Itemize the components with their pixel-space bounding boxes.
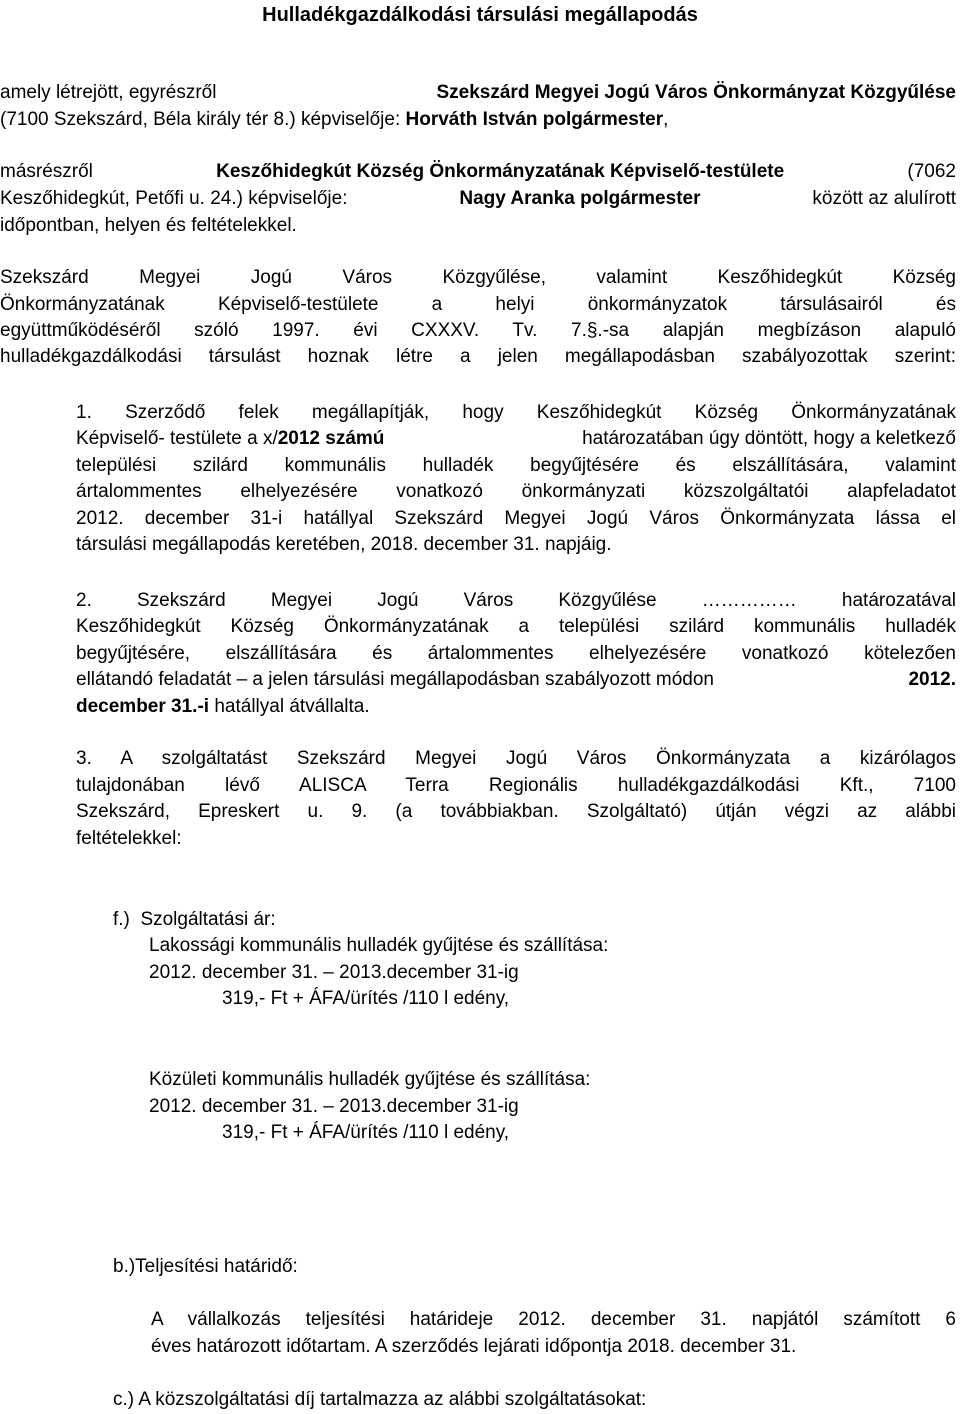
party-2-address: Keszőhidegkút, Petőfi u. 24.) képviselője: [0, 188, 348, 209]
party-1-address: (7100 Szekszárd, Béla király tér 8.) képviselője: [0, 109, 406, 130]
section-1-line: Képviselő- testülete a x/2012 számú határozatában úgy döntött, hogy a keletkező [76, 428, 956, 449]
intro-text: amely létrejött, egyrészről [0, 82, 217, 103]
section-3-line: feltételekkel: [76, 828, 182, 849]
section-2-line: december 31.-i hatállyal átvállalta. [76, 696, 370, 717]
preamble-line: hulladékgazdálkodási társulást hoznak létre a jelen megállapodásban szabályozottak szerint: [0, 346, 956, 367]
preamble-line: Szekszárd Megyei Jogú Város Közgyűlése, valamint Keszőhidegkút Község [0, 267, 956, 288]
public-period: 2012. december 31. – 2013.december 31-ig [149, 1096, 519, 1117]
party-1-representative: Horváth István polgármester [405, 109, 664, 130]
preamble-line: Önkormányzatának Képviselő-testülete a helyi önkormányzatok társulásairól és [0, 294, 956, 315]
section-2-line: 2. Szekszárd Megyei Jogú Város Közgyűlése …………… határozatával [76, 590, 956, 611]
section-3-line: tulajdonában lévő ALISCA Terra Regionális hulladékgazdálkodási Kft., 7100 [76, 775, 956, 796]
section-3-line: 3. A szolgáltatást Szekszárd Megyei Jogú Város Önkormányzata a kizárólagos [76, 748, 956, 769]
party-2-representative: Nagy Aranka polgármester [459, 188, 701, 209]
section-1-line: társulási megállapodás keretében, 2018. december 31. napjáig. [76, 534, 612, 555]
section-b-line: A vállalkozás teljesítési határideje 2012. december 31. napjától számított 6 [151, 1309, 956, 1330]
effective-date: 2012. [908, 669, 956, 690]
section-2-line: Keszőhidegkút Község Önkormányzatának a települési szilárd kommunális hulladék [76, 616, 956, 637]
section-c-heading: c.) A közszolgáltatási díj tartalmazza az alábbi szolgáltatásokat: [113, 1389, 647, 1410]
public-price: 319,- Ft + ÁFA/ürítés /110 l edény, [222, 1122, 510, 1143]
section-1-line: ártalommentes elhelyezésére vonatkozó önkormányzati közszolgáltatói alapfeladatot [76, 481, 956, 502]
party-2-name: Keszőhidegkút Község Önkormányzatának Képviselő-testülete [216, 161, 785, 182]
preamble-line: együttműködéséről szóló 1997. évi CXXXV. Tv. 7.§.-sa alapján megbízáson alapuló [0, 320, 956, 341]
section-2-line: ellátandó feladatát – a jelen társulási megállapodásban szabályozott módon 2012. [76, 667, 956, 693]
section-2-line: begyűjtésére, elszállítására és ártalommentes elhelyezésére vonatkozó kötelezően [76, 643, 956, 664]
public-title: Közületi kommunális hulladék gyűjtése és szállítása: [149, 1069, 591, 1090]
party-1-name: Szekszárd Megyei Jogú Város Önkormányzat Közgyűlése [436, 82, 956, 103]
section-1-line: települési szilárd kommunális hulladék begyűjtésére és elszállítására, valamint [76, 455, 956, 476]
intro-line-4: Keszőhidegkút, Petőfi u. 24.) képviselője: Nagy Aranka polgármester között az alulírott [0, 186, 956, 212]
intro-line-3: másrészről Keszőhidegkút Község Önkormányzatának Képviselő-testülete (7062 [0, 159, 956, 185]
residential-title: Lakossági kommunális hulladék gyűjtése és szállítása: [149, 935, 609, 956]
section-b-heading: b.)Teljesítési határidő: [113, 1256, 298, 1277]
section-1-line: 2012. december 31-i hatállyal Szekszárd Megyei Jogú Város Önkormányzata lássa el [76, 508, 956, 529]
document-title: Hulladékgazdálkodási társulási megállapodás [262, 4, 698, 26]
intro-line-1 [0, 80, 956, 106]
section-f-heading: f.) Szolgáltatási ár: [113, 909, 276, 930]
resolution-number: 2012 számú [277, 428, 385, 449]
section-1-line: 1. Szerződő felek megállapítják, hogy Keszőhidegkút Község Önkormányzatának [76, 402, 956, 423]
residential-period: 2012. december 31. – 2013.december 31-ig [149, 962, 519, 983]
intro-line-2: (7100 Szekszárd, Béla király tér 8.) képviselője: Horváth István polgármester, [0, 109, 669, 130]
residential-price: 319,- Ft + ÁFA/ürítés /110 l edény, [222, 988, 510, 1009]
intro-line-5: időpontban, helyen és feltételekkel. [0, 215, 297, 236]
section-3-line: Szekszárd, Epreskert u. 9. (a továbbiakban. Szolgáltató) útján végzi az alábbi [76, 801, 956, 822]
section-b-line: éves határozott időtartam. A szerződés lejárati időpontja 2018. december 31. [151, 1336, 797, 1357]
